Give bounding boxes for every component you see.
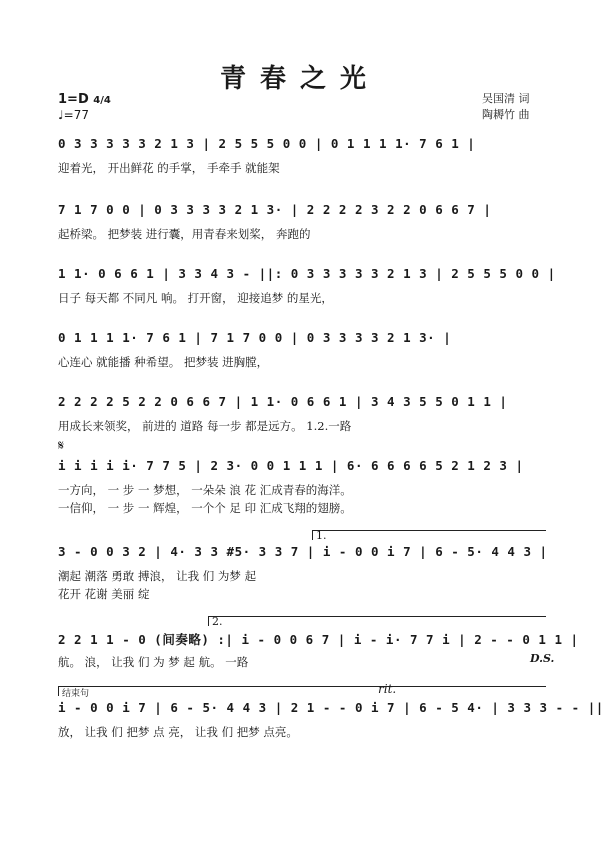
segno-mark: 𝄋 (58, 438, 65, 454)
notation-row-6: i i i i i· 7 7 5 | 2 3· 0 0 1 1 1 | 6· 6 6 6 6 5 2 1 2 3 | (58, 458, 524, 473)
lyric-row-2: 起桥梁。 把梦装 进行囊，用青春来划桨， 奔跑的 (58, 227, 311, 241)
volta-1-bracket-tick (312, 530, 313, 540)
ending-label: 结束句 (62, 689, 90, 699)
lyric-row-3: 日子 每天都 不同凡 响。 打开窗， 迎接追梦 的星光， (58, 291, 333, 305)
rit-mark: rit. (378, 682, 397, 696)
lyricist-credit: 吴国清 词 (482, 92, 530, 105)
lyric-row-1: 迎着光， 开出鲜花 的手掌， 手牵手 就能架 (58, 161, 280, 175)
notation-row-8: 2 2 1 1 - 0 (间奏略) :| i - 0 0 6 7 | i - i· 7 7 i | 2 - - 0 1 1 | (58, 632, 579, 647)
lyric-row-8: 航。 浪， 让我 们 为 梦 起 航。 一路 (58, 655, 249, 669)
lyric-row-5: 用成长来领奖， 前进的 道路 每一步 都是远方。 1.2.一路 (58, 419, 352, 433)
notation-row-2: 7 1 7 0 0 | 0 3 3 3 3 2 1 3· | 2 2 2 2 3 2 2 0 6 6 7 | (58, 202, 492, 217)
ending-bracket-tick (58, 686, 59, 696)
volta-2-bracket-tick (208, 616, 209, 626)
volta-1-label: 1. (316, 529, 327, 542)
volta-1-bracket (312, 530, 546, 531)
page-title: 青春之光 (219, 64, 380, 94)
key-label: 1=D (58, 92, 89, 107)
composer-credit: 陶耨竹 曲 (482, 108, 530, 121)
time-signature: 4/4 (93, 95, 111, 106)
volta-2-bracket (208, 616, 546, 617)
lyric-row-9: 放， 让我 们 把梦 点 亮， 让我 们 把梦 点亮。 (58, 725, 298, 739)
notation-row-5: 2 2 2 2 5 2 2 0 6 6 7 | 1 1· 0 6 6 1 | 3 4 3 5 5 0 1 1 | (58, 394, 508, 409)
notation-row-3: 1 1· 0 6 6 1 | 3 3 4 3 - ||: 0 3 3 3 3 3 2 1 3 | 2 5 5 5 0 0 | (58, 266, 556, 281)
ds-mark: D.S. (530, 652, 555, 665)
notation-row-7: 3 - 0 0 3 2 | 4· 3 3 #5· 3 3 7 | i - 0 0 i 7 | 6 - 5· 4 4 3 | (58, 544, 548, 559)
ending-bracket (58, 686, 546, 687)
notation-row-4: 0 1 1 1 1· 7 6 1 | 7 1 7 0 0 | 0 3 3 3 3 2 1 3· | (58, 330, 452, 345)
notation-row-1: 0 3 3 3 3 3 2 1 3 | 2 5 5 5 0 0 | 0 1 1 1 1· 7 6 1 | (58, 136, 476, 151)
key-signature (58, 92, 111, 107)
lyric-row-6b: 一信仰， 一 步 一 辉煌， 一个个 足 印 汇成飞翔的翅膀。 (58, 501, 352, 515)
tempo-marking: ♩=77 (58, 108, 89, 122)
lyric-row-7b: 花开 花谢 美丽 绽 (58, 587, 150, 601)
lyric-row-4: 心连心 就能播 种希望。 把梦装 进胸膛， (58, 355, 269, 369)
lyric-row-6a: 一方向， 一 步 一 梦想， 一朵朵 浪 花 汇成青春的海洋。 (58, 483, 352, 497)
notation-row-9: i - 0 0 i 7 | 6 - 5· 4 4 3 | 2 1 - - 0 i 7 | 6 - 5 4· | 3 3 3 - - || (58, 700, 604, 715)
lyric-row-7a: 潮起 潮落 勇敢 搏浪， 让我 们 为梦 起 (58, 569, 257, 583)
volta-2-label: 2. (212, 615, 223, 628)
